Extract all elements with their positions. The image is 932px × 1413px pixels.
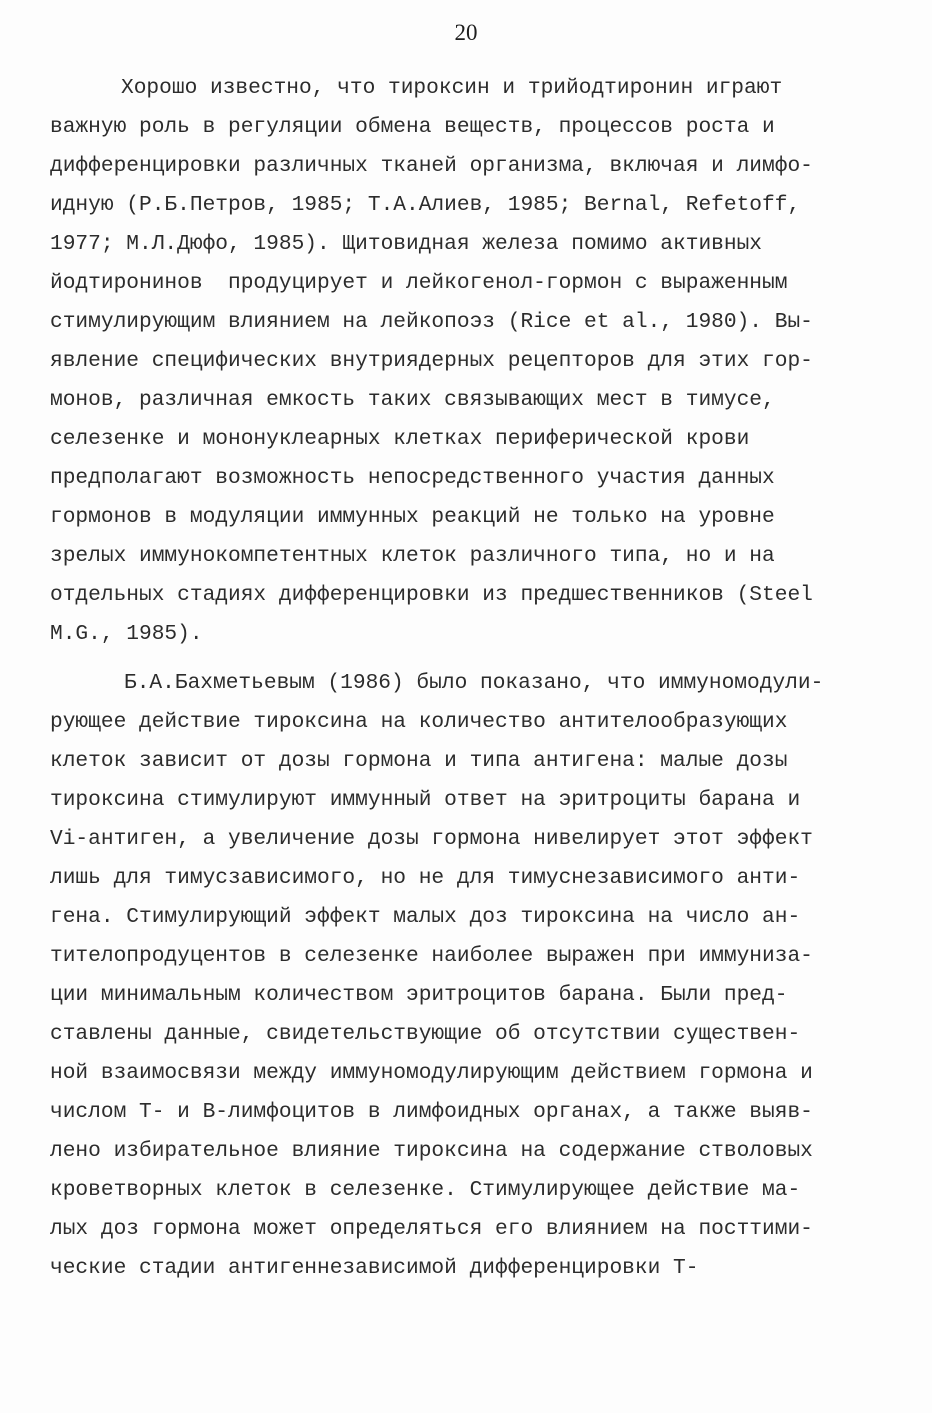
text-line: отдельных стадиях дифференцировки из предшественников (Steel [50, 583, 813, 607]
page-number: 20 [454, 20, 478, 45]
text-line: гена. Стимулирующий эффект малых доз тироксина на число ан- [50, 905, 801, 929]
text-line: гормонов в модуляции иммунных реакций не только на уровне [50, 505, 775, 529]
text-line: селезенке и мононуклеарных клетках периферической крови [50, 427, 750, 451]
text-line: монов, различная емкость таких связывающих мест в тимусе, [50, 388, 775, 412]
text-line: лишь для тимусзависимого, но не для тимуснезависимого анти- [50, 866, 801, 890]
text-line: ческие стадии антигеннезависимой дифференцировки Т- [50, 1256, 699, 1280]
text-line: ставлены данные, свидетельствующие об отсутствии существен- [50, 1022, 801, 1046]
text-line: M.G., 1985). [50, 622, 203, 646]
text-line: дифференцировки различных тканей организма, включая и лимфо- [50, 154, 813, 178]
text-line: числом Т- и В-лимфоцитов в лимфоидных органах, а также выяв- [50, 1100, 813, 1124]
text-line: стимулирующим влиянием на лейкопоэз (Rice et al., 1980). Вы- [50, 310, 813, 334]
text-line: клеток зависит от дозы гормона и типа антигена: малые дозы [50, 749, 788, 773]
text-line: рующее действие тироксина на количество антителообразующих [50, 710, 788, 734]
text-line: важную роль в регуляции обмена веществ, процессов роста и [50, 115, 775, 139]
text-line: явление специфических внутриядерных рецепторов для этих гор- [50, 349, 813, 373]
text-line: Хорошо известно, что тироксин и трийодтиронин играют [121, 76, 783, 100]
text-line: Б.А.Бахметьевым (1986) было показано, что иммуномодули- [124, 671, 824, 695]
text-line: тителопродуцентов в селезенке наиболее выражен при иммуниза- [50, 944, 813, 968]
text-line: зрелых иммунокомпетентных клеток различного типа, но и на [50, 544, 775, 568]
text-line: лых доз гормона может определяться его влиянием на посттими- [50, 1217, 813, 1241]
text-line: лено избирательное влияние тироксина на содержание стволовых [50, 1139, 813, 1163]
text-line: кроветворных клеток в селезенке. Стимулирующее действие ма- [50, 1178, 801, 1202]
text-line: Vi-антиген, а увеличение дозы гормона нивелирует этот эффект [50, 827, 813, 851]
text-line: предполагают возможность непосредственного участия данных [50, 466, 775, 490]
text-line: ной взаимосвязи между иммуномодулирующим действием гормона и [50, 1061, 813, 1085]
text-line: ции минимальным количеством эритроцитов барана. Были пред- [50, 983, 788, 1007]
text-line: идную (Р.Б.Петров, 1985; Т.А.Алиев, 1985; Bernal, Refetoff, [50, 193, 801, 217]
text-line: йодтиронинов продуцирует и лейкогенол-гормон с выраженным [50, 271, 788, 295]
text-line: тироксина стимулируют иммунный ответ на эритроциты барана и [50, 788, 801, 812]
text-line: 1977; М.Л.Дюфо, 1985). Щитовидная железа помимо активных [50, 232, 763, 256]
